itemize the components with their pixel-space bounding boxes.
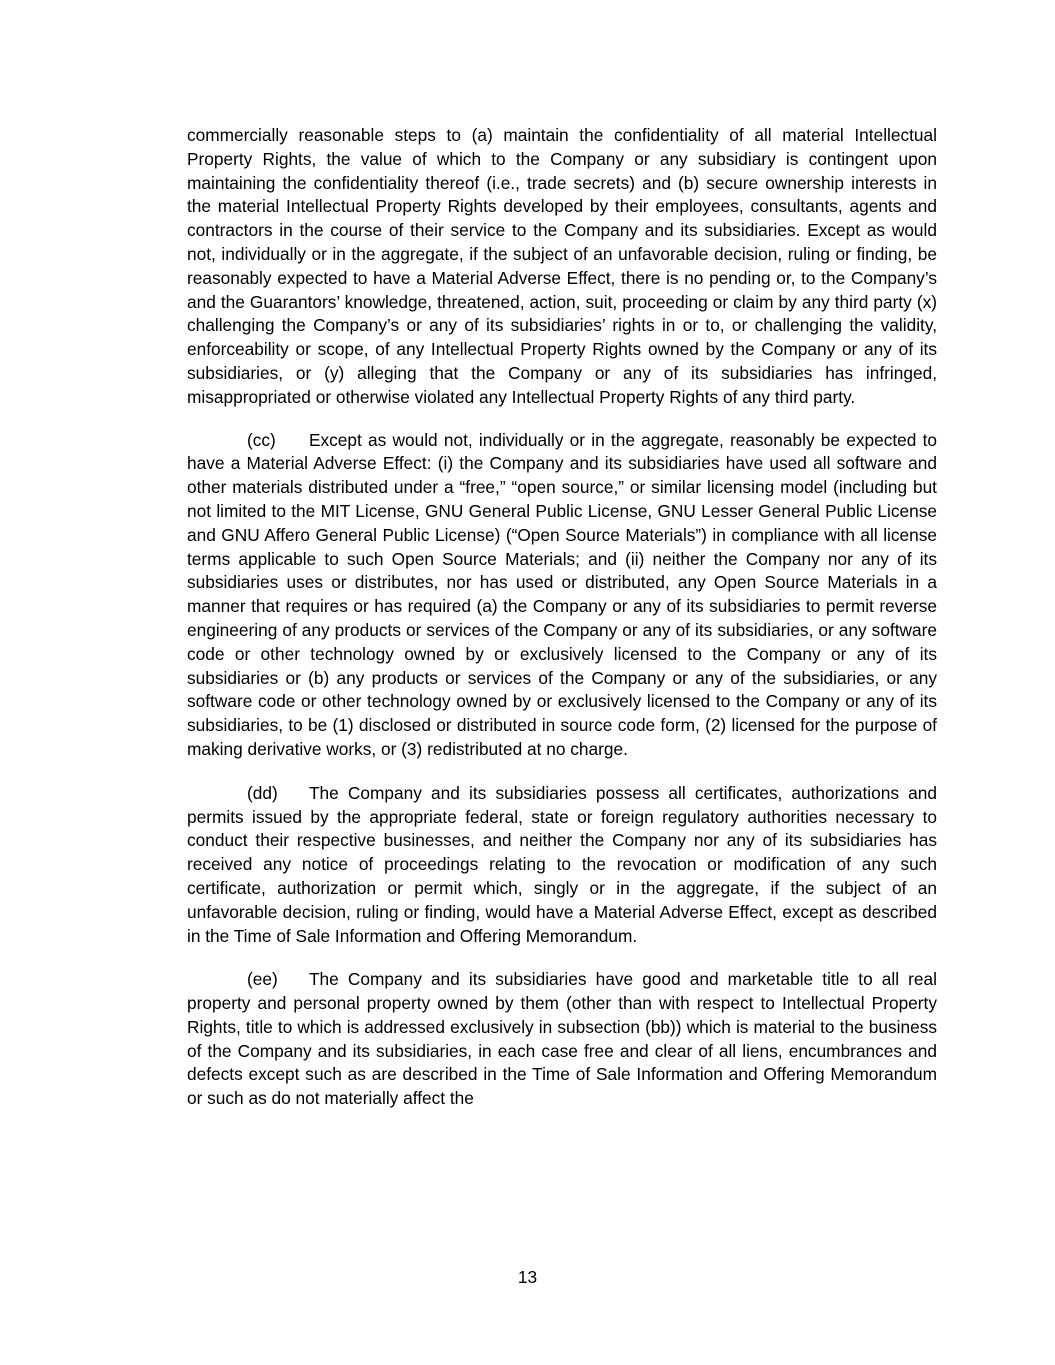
paragraph-text: The Company and its subsidiaries possess all certificates, authorizations and permits issued by the appropriate federal, state or foreign regulatory authorities necessary to conduct their respective businesses, and neither the Company nor any of its subsidiaries has received any notice of proceedings relating to the revocation or modification of any such certificate, authorization or permit which, singly or in the aggregate, if the subject of an unfavorable decision, ruling or finding, would have a Material Adverse Effect, except as described in the Time of Sale Information and Offering Memorandum. <box>187 782 937 946</box>
section-label-ee: (ee) <box>247 969 278 990</box>
paragraph-cc <box>187 429 937 762</box>
paragraph-ee <box>187 968 937 1111</box>
paragraph-text: Except as would not, individually or in the aggregate, reasonably be expected to have a Material Adverse Effect: (i) the Company and its subsidiaries have used all software and other materials distributed under a “free,” “open source,” or similar licensing model (including but not limited to the MIT License, GNU General Public License, GNU Lesser General Public License and GNU Affero General Public License) (“Open Source Materials”) in compliance with all license terms applicable to such Open Source Materials; and (ii) neither the Company nor any of its subsidiaries uses or distributes, nor has used or distributed, any Open Source Materials in a manner that requires or has required (a) the Company or any of its subsidiaries to permit reverse engineering of any products or services of the Company or any of its subsidiaries, or any software code or other technology owned by or exclusively licensed to the Company or any of its subsidiaries or (b) any products or services of the Company or any of the subsidiaries, or any software code or other technology owned by or exclusively licensed to the Company or any of its subsidiaries, to be (1) disclosed or distributed in source code form, (2) licensed for the purpose of making derivative works, or (3) redistributed at no charge. <box>187 429 937 759</box>
paragraph-dd <box>187 782 937 949</box>
body-text <box>187 124 937 1131</box>
paragraph-continuation <box>187 124 937 410</box>
page-number: 13 <box>517 1267 538 1287</box>
paragraph-text: The Company and its subsidiaries have good and marketable title to all real property and personal property owned by them (other than with respect to Intellectual Property Rights, title to which is addressed exclusively in subsection (bb)) which is material to the business of the Company and its subsidiaries, in each case free and clear of all liens, encumbrances and defects except such as are described in the Time of Sale Information and Offering Memorandum or such as do not materially affect the <box>187 969 937 1109</box>
paragraph-text: commercially reasonable steps to (a) maintain the confidentiality of all material Intellectual Property Rights, the value of which to the Company or any subsidiary is contingent upon maintaining the confidentiality thereof (i.e., trade secrets) and (b) secure ownership interests in the material Intellectual Property Rights developed by their employees, consultants, agents and contractors in the course of their service to the Company and its subsidiaries. Except as would not, individually or in the aggregate, if the subject of an unfavorable decision, ruling or finding, be reasonably expected to have a Material Adverse Effect, there is no pending or, to the Company’s and the Guarantors’ knowledge, threatened, action, suit, proceeding or claim by any third party (x) challenging the Company’s or any of its subsidiaries’ rights in or to, or challenging the validity, enforceability or scope, of any Intellectual Property Rights owned by the Company or any of its subsidiaries, or (y) alleging that the Company or any of its subsidiaries has infringed, misappropriated or otherwise violated any Intellectual Property Rights of any third party. <box>187 125 937 407</box>
section-label-dd: (dd) <box>247 782 278 803</box>
section-label-cc: (cc) <box>247 429 276 450</box>
